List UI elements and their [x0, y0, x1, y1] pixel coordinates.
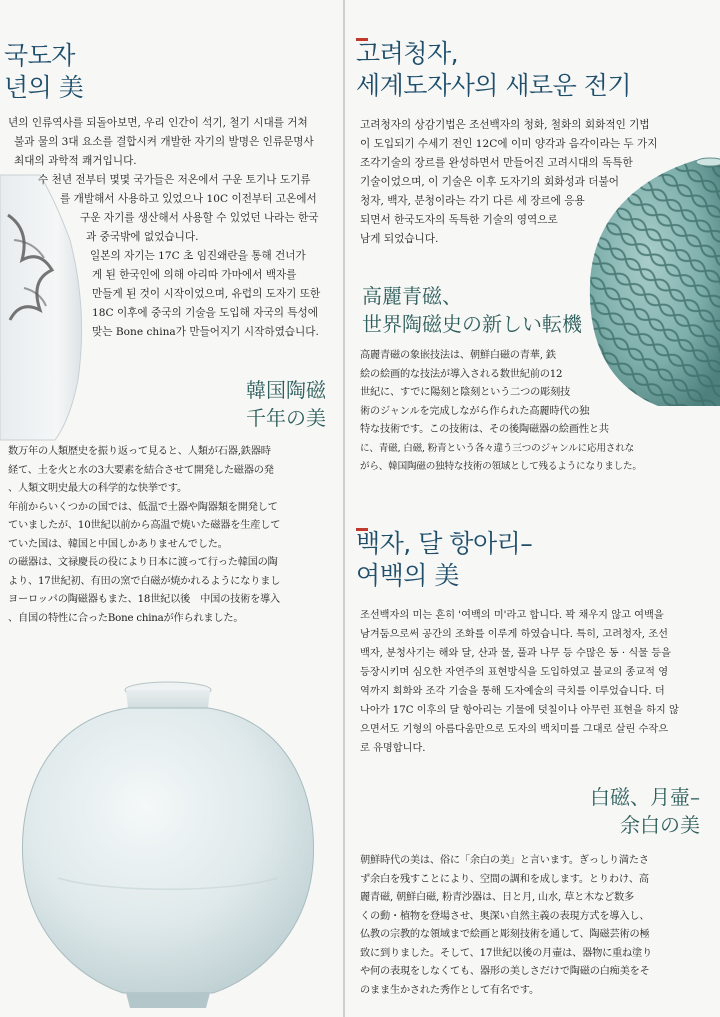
paragraph-line: 18C 이후에 중국의 기술을 도입해 자국의 특성에: [92, 307, 318, 319]
paragraph-line: の磁器は、文禄慶長の役により日本に渡って行った韓国の陶: [8, 557, 278, 568]
paragraph-line: 년의 인류역사를 되돌아보면, 우리 인간이 석기, 철기 시대를 거쳐: [8, 117, 308, 129]
paragraph-line: 、自国の特性に合ったBone chinaが作られました。: [8, 612, 244, 624]
paragraph-line: 数万年の人類歴史を振り返って見ると、人類が石器,鉄器時: [8, 446, 271, 457]
paragraph-line: 絵の絵画的な技法が導入される数世紀前の12: [360, 368, 563, 380]
paragraph-line: 과 중국밖에 없었습니다.: [86, 231, 199, 243]
paragraph-line: に、青磁, 白磁, 粉青という各々違う三つのジャンルに応用されな: [360, 442, 634, 454]
paragraph-line: 、人類文明史最大の科学的な快挙です。: [8, 483, 187, 494]
right-sec1-body-ja: [360, 347, 710, 477]
left-title-ko-line1: 국도자: [4, 41, 75, 70]
paragraph-line: ず余白を残すことにより、空間の調和を成します。とりわけ、高: [360, 873, 649, 885]
left-intro-ko: [8, 114, 336, 342]
right-sec1-title-ko-line2: 세계도자사의 새로운 전기: [356, 71, 632, 100]
paragraph-line: 게 된 한국인에 의해 아리따 가마에서 백자를: [92, 269, 297, 281]
right-sec2-body-ja: [360, 852, 712, 1000]
left-body-ja: [8, 443, 338, 628]
paragraph-line: 일본의 자기는 17C 초 임진왜란을 통해 건너가: [90, 250, 306, 262]
moon-jar-image: [18, 678, 318, 1013]
paragraph-line: 이 도입되기 수세기 전인 12C에 이미 양각과 음각이라는 두 가지: [360, 138, 658, 150]
paragraph-line: や何の表現をしなくても、器形の美しさだけで陶磁の白痴美をそ: [360, 966, 650, 977]
paragraph-line: 経て、土を火と水の3大要素を結合させて開発した磁器の発: [8, 464, 274, 476]
paragraph-line: 청자, 백자, 분청이라는 각기 다른 세 장르에 응용: [360, 195, 585, 207]
paragraph-line: 남게 되었습니다.: [360, 233, 439, 245]
paragraph-line: くの動・植物を登場させ、奥深い自然主義の表現方式を導入し、: [360, 910, 650, 922]
paragraph-line: 特な技術です。この技術は、その後陶磁器の絵画性と共: [360, 424, 609, 435]
left-title-ko-line2: 년의 美: [4, 73, 84, 102]
paragraph-line: 조각기술의 장르를 완성하면서 만들어진 고려시대의 독특한: [360, 157, 633, 169]
paragraph-line: 등장시키며 심오한 자연주의 표현방식을 도입하였고 불교의 종교적 영: [360, 667, 669, 678]
left-title-ko: [4, 40, 83, 104]
paragraph-line: ていた国は、韓国と中国しかありませんでした。: [8, 538, 228, 550]
right-sec2-title-ko-line2: 여백의 美: [356, 561, 459, 590]
right-sec2-body-ko: [360, 606, 715, 758]
right-sec1-body-ko: [360, 116, 705, 249]
left-title-ja-line2: 千年の美: [246, 406, 326, 430]
paragraph-line: 高麗青磁の象嵌技法は、朝鮮白磁の青華, 鉄: [360, 350, 556, 361]
right-sec1-title-ko-line1: 고려청자,: [356, 39, 459, 68]
right-sec2-title-ja-line1: 白磁、月壷–: [590, 785, 700, 809]
right-sec2-title-ko: [356, 528, 532, 592]
paragraph-line: 백자, 분청사기는 해와 달, 산과 물, 풀과 나무 등 수많은 동 · 식물 등을: [360, 648, 671, 659]
right-sec1-title-ja-line1: 高麗青磁、: [362, 284, 462, 308]
paragraph-line: 맞는 Bone china가 만들어지기 시작하였습니다.: [92, 326, 319, 338]
right-sec2-title-ja-line2: 余白の美: [620, 813, 700, 837]
paragraph-line: 世紀に、すでに陽刻と陰刻という二つの彫刻技: [360, 387, 571, 398]
left-title-ja: [190, 376, 326, 432]
right-sec2-title-ja: [560, 783, 700, 839]
paragraph-line: 불과 물의 3대 요소를 결합시켜 개발한 자기의 발명은 인류문명사: [14, 136, 314, 148]
paragraph-line: 역까지 회화와 조각 기술을 통해 도자예술의 극치를 이루었습니다. 더: [360, 686, 665, 697]
right-sec1-title-ja-line2: 世界陶磁史の新しい転機: [362, 312, 582, 336]
paragraph-line: 年前からいくつかの国では、低温で土器や陶器類を開発して: [8, 501, 278, 513]
paragraph-line: 로 유명합니다.: [360, 743, 426, 754]
paragraph-line: 최대의 과학적 쾌거입니다.: [14, 155, 137, 167]
paragraph-line: ていましたが、10世紀以前から高温で焼いた磁器を生産して: [8, 520, 281, 531]
paragraph-line: より、17世紀初、有田の窯で白磁が焼かれるようになりまし: [8, 575, 281, 587]
paragraph-line: 仏教の宗教的な領域まで絵画と彫刻技術を通して、陶磁芸術の極: [360, 929, 650, 940]
paragraph-line: のまま生かされた秀作として有名です。: [360, 984, 539, 996]
paragraph-line: 術のジャンルを完成しながら作られた高麗時代の独: [360, 405, 590, 417]
paragraph-line: 고려청자의 상감기법은 조선백자의 청화, 철화의 회화적인 기법: [360, 119, 650, 131]
paragraph-line: 만들게 된 것이 시작이었으며, 유럽의 도자기 또한: [92, 288, 321, 300]
paragraph-line: 를 개발해서 사용하고 있었으나 10C 이전부터 고온에서: [60, 193, 317, 205]
paragraph-line: 조선백자의 미는 흔히 '여백의 미'라고 합니다. 꽉 채우지 않고 여백을: [360, 610, 664, 621]
paragraph-line: 麗青磁, 朝鮮白磁, 粉青沙器は、日と月, 山水, 草と木など数多: [360, 892, 634, 903]
left-title-ja-line1: 韓国陶磁: [246, 378, 326, 402]
paragraph-line: 기술이었으며, 이 기술은 이후 도자기의 회화성과 더불어: [360, 176, 619, 188]
paragraph-line: 나아가 17C 이후의 달 항아리는 기물에 덧칠이나 아무런 표현을 하지 않: [360, 705, 679, 716]
right-sec1-title-ja: [362, 282, 582, 338]
paragraph-line: 致に到りました。そして、17世紀以後の月壷は、器物に重ね塗り: [360, 947, 653, 959]
paragraph-line: 朝鮮時代の美は、俗に「余白の美」と言います。ぎっしり満たさ: [360, 855, 649, 866]
paragraph-line: がら、韓国陶磁の独特な技術の領域として残るようになりました。: [360, 461, 642, 472]
paragraph-line: 남겨둠으로써 공간의 조화를 이루게 하였습니다. 특히, 고려청자, 조선: [360, 629, 668, 640]
right-sec2-title-ko-line1: 백자, 달 항아리–: [356, 529, 533, 558]
right-sec1-title-ko: [356, 38, 631, 102]
paragraph-line: 으면서도 기형의 아름다움만으로 도자의 백치미를 그대로 살린 수작으: [360, 724, 669, 735]
paragraph-line: 구운 자기를 생산해서 사용할 수 있었던 나라는 한국: [80, 212, 319, 224]
paragraph-line: ヨーロッパの陶磁器もまた、18世紀以後 中国の技術を導入: [8, 594, 281, 605]
paragraph-line: 되면서 한국도자의 독특한 기술의 영역으로: [360, 214, 558, 226]
column-divider: [343, 0, 345, 1017]
paragraph-line: 수 천년 전부터 몇몇 국가들은 저온에서 구운 토기나 도기류: [38, 174, 311, 186]
